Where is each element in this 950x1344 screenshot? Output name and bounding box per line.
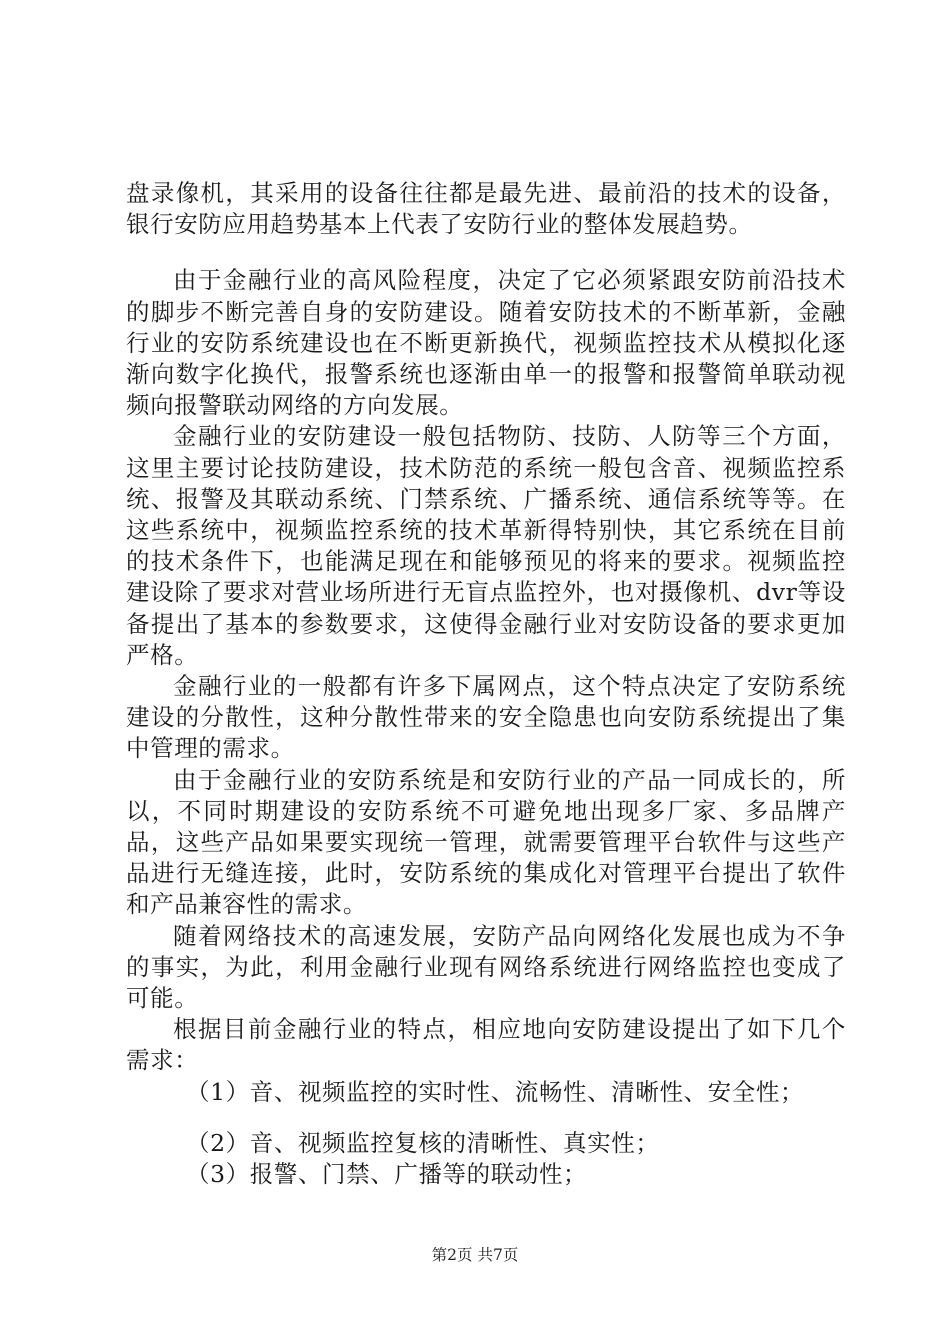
paragraph: 随着网络技术的高速发展，安防产品向网络化发展也成为不争的事实，为此，利用金融行业现有网络系统进行网络监控也变成了可能。 xyxy=(126,921,846,1013)
list-gap xyxy=(126,1108,846,1128)
paragraph: 金融行业的一般都有许多下属网点，这个特点决定了安防系统建设的分散性，这种分散性带来的安全隐患也向安防系统提出了集中管理的需求。 xyxy=(126,672,846,763)
page-number-label: 第2页 共7页 xyxy=(431,1246,519,1264)
paragraph-gap xyxy=(126,240,846,265)
page-footer xyxy=(0,1245,950,1265)
paragraph: 根据目前金融行业的特点，相应地向安防建设提出了如下几个需求： xyxy=(126,1015,846,1075)
paragraph: 金融行业的安防建设一般包括物防、技防、人防等三个方面，这里主要讨论技防建设，技术防范的系统一般包含音、视频监控系统、报警及其联动系统、门禁系统、广播系统、通信系统等等。在这些系统中，视频监控系统的技术革新得特别快，其它系统在目前的技术条件下，也能满足现在和能够预见的将来的要求。视频监控建设除了要求对营业场所进行无盲点监控外，也对摄像机、dvr等设备提出了基本的参数要求，这使得金融行业对安防设备的要求更加严格。 xyxy=(126,422,846,669)
list-item: （3）报警、门禁、广播等的联动性； xyxy=(186,1160,588,1189)
paragraph-continuation: 盘录像机，其采用的设备往往都是最先进、最前沿的技术的设备，银行安防应用趋势基本上代表了安防行业的整体发展趋势。 xyxy=(126,179,846,239)
document-body xyxy=(126,178,846,1190)
list-item: （1）音、视频监控的实时性、流畅性、清晰性、安全性； xyxy=(186,1077,805,1106)
list-item: （2）音、视频监控复核的清晰性、真实性； xyxy=(186,1128,660,1157)
paragraph: 由于金融行业的高风险程度，决定了它必须紧跟安防前沿技术的脚步不断完善自身的安防建设。随着安防技术的不断革新，金融行业的安防系统建设也在不断更新换代，视频监控技术从模拟化逐渐向数字化换代，报警系统也逐渐由单一的报警和报警简单联动视频向报警联动网络的方向发展。 xyxy=(126,266,846,420)
paragraph: 由于金融行业的安防系统是和安防行业的产品一同成长的，所以，不同时期建设的安防系统不可避免地出现多厂家、多品牌产品，这些产品如果要实现统一管理，就需要管理平台软件与这些产品进行无缝连接，此时，安防系统的集成化对管理平台提出了软件和产品兼容性的需求。 xyxy=(126,765,846,919)
